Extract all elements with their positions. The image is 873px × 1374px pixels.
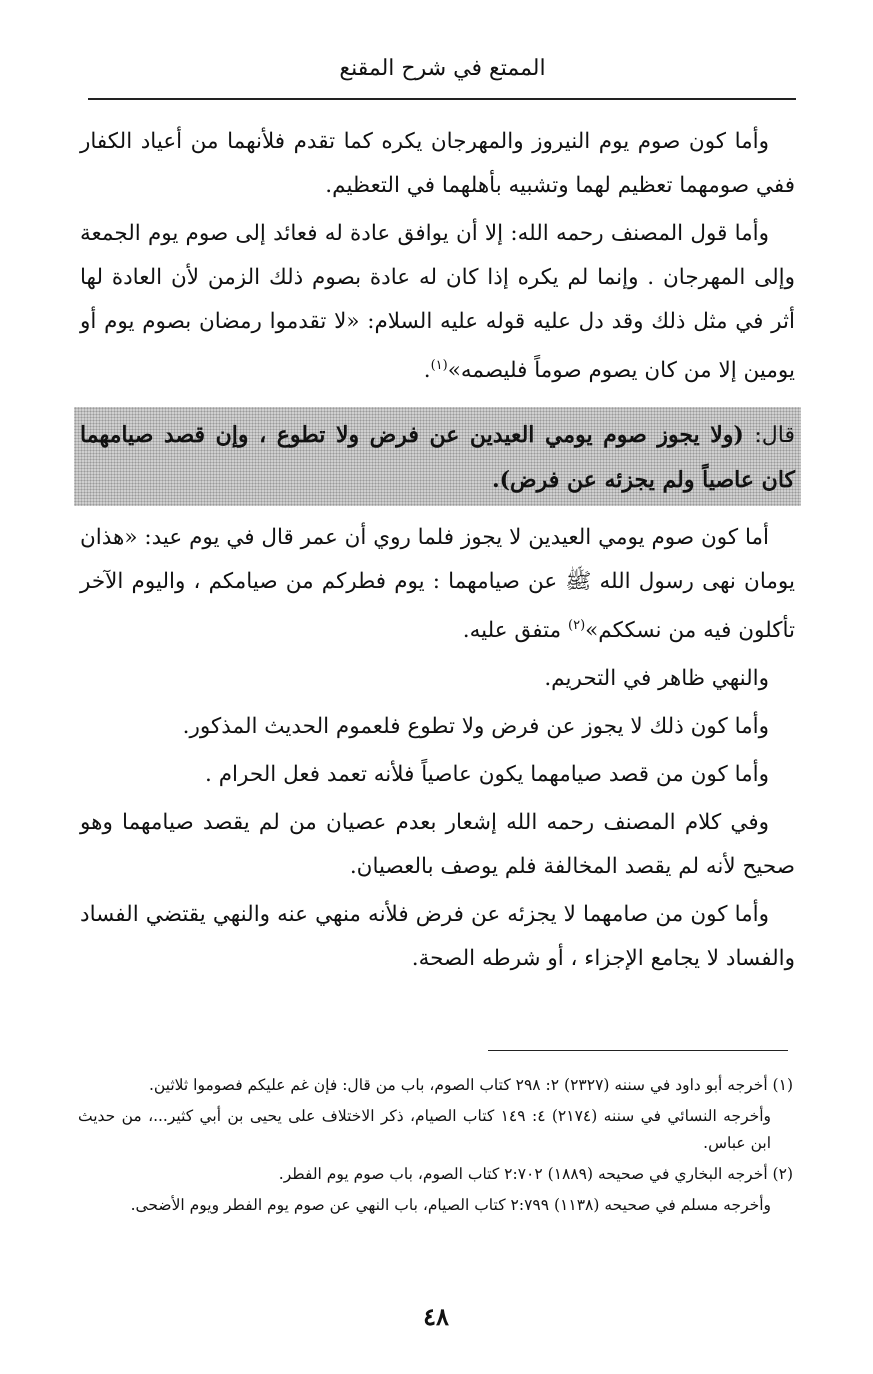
paragraph-hadith-end: متفق عليه.: [462, 618, 569, 644]
footnote-2-continued: وأخرجه مسلم في صحيحه (١١٣٨) ٢:٧٩٩ كتاب الصيام، باب النهي عن صوم يوم الفطر ويوم الأضحى.: [130, 1196, 771, 1214]
matn-label: قال:: [754, 423, 795, 449]
paragraph-nowruz: وأما كون صوم يوم النيروز والمهرجان يكره كما تقدم فلأنهما من أعياد الكفار ففي صومهما تعظيم لهما وتشبيه بأهلهما في التعظيم.: [80, 129, 795, 198]
footnotes: [78, 1072, 793, 1223]
footnote-ref-1[interactable]: (١): [430, 358, 448, 373]
paragraph-hadith-text: أما كون صوم يومي العيدين لا يجوز فلما روي أن عمر قال في يوم عيد: «هذان يومان نهى رسول الله ﷺ عن صيامهما : يوم فطركم من صيامكم ، واليوم الآخر تأكلون فيه من نسككم»: [80, 525, 795, 644]
footnote-ref-2[interactable]: (٢): [568, 618, 586, 634]
matn-highlight: [74, 407, 801, 506]
page-number: ٤٨: [423, 1302, 449, 1331]
footnote-1-continued: وأخرجه النسائي في سننه (٢١٧٤) ٤: ١٤٩ كتاب الصيام، ذكر الاختلاف على يحيى بن أبي كثير...، من حديث ابن عباس.: [78, 1107, 771, 1152]
paragraph-prohibition: والنهي ظاهر في التحريم.: [544, 666, 769, 692]
paragraph-generality: وأما كون ذلك لا يجوز عن فرض ولا تطوع فلعموم الحديث المذكور.: [182, 714, 769, 740]
paragraph-invalidity: وأما كون من صامهما لا يجزئه عن فرض فلأنه منهي عنه والنهي يقتضي الفساد والفساد لا يجامع الإجزاء ، أو شرطه الصحة.: [80, 902, 795, 972]
running-header: الممتع في شرح المقنع: [339, 56, 546, 81]
matn-text: (ولا يجوز صوم يومي العيدين عن فرض ولا تطوع ، وإن قصد صيامهما كان عاصياً ولم يجزئه عن فرض).: [80, 422, 795, 494]
paragraph-hadith: [80, 516, 795, 653]
main-text: [80, 120, 795, 981]
footnote-1: (١) أخرجه أبو داود في سننه (٢٣٢٧) ٢: ٢٩٨ كتاب الصوم، باب من قال: فإن غم عليكم فصوموا ثلاثين.: [148, 1076, 793, 1094]
paragraph-disobedience: وأما كون من قصد صيامهما يكون عاصياً فلأنه تعمد فعل الحرام .: [205, 762, 769, 788]
paragraph-author-indication: وفي كلام المصنف رحمه الله إشعار بعدم عصيان من لم يقصد صيامهما وهو صحيح لأنه لم يقصد المخالفة فلم يوصف بالعصيان.: [80, 810, 795, 880]
paragraph-author-note: وأما قول المصنف رحمه الله: إلا أن يوافق عادة له فعائد إلى صوم يوم الجمعة وإلى المهرجان . وإنما لم يكره إذا كان له عادة بصوم ذلك الزمن لأن العادة لها أثر في مثل ذلك وقد دل عليه قوله عليه السلام: «لا تقدموا رمضان بصوم يوم أو يومين إلا من كان يصوم صوماً فليصمه»$^{(١)}$.: [80, 221, 795, 384]
footnote-2: (٢) أخرجه البخاري في صحيحه (١٨٨٩) ٢:٧٠٢ كتاب الصوم، باب صوم يوم الفطر.: [278, 1165, 793, 1183]
footnote-separator: [488, 1050, 788, 1051]
header-rule: [88, 98, 796, 100]
paragraph-author-note-text: وأما قول المصنف رحمه الله: إلا أن يوافق عادة له فعائد إلى صوم يوم الجمعة وإلى المهرجان . وإنما لم يكره إذا كان له عادة بصوم ذلك الزمن لأن العادة لها أثر في مثل ذلك وقد دل عليه قوله عليه السلام: «لا تقدموا رمضان بصوم يوم أو يومين إلا من كان يصوم صوماً فليصمه»: [80, 221, 795, 384]
